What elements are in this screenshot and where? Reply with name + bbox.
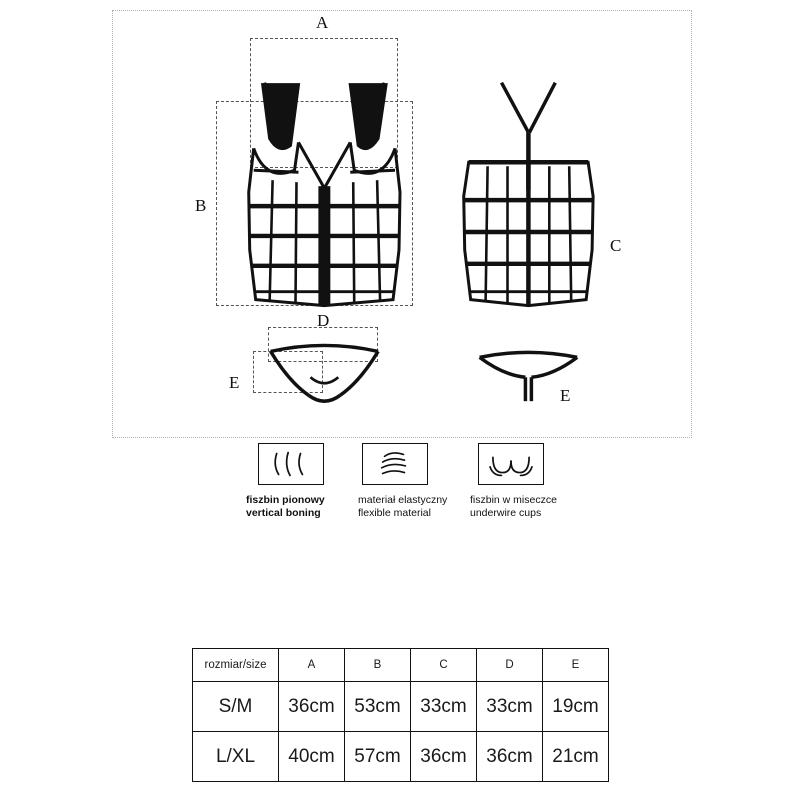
table-cell-size: L/XL (193, 732, 279, 782)
table-header-cell: A (279, 649, 345, 682)
feature-caption-en: underwire cups (470, 507, 542, 519)
dimension-label-d: D (317, 311, 330, 330)
table-cell-size: S/M (193, 682, 279, 732)
measure-box-b (216, 101, 413, 306)
feature-caption-en: flexible material (358, 507, 431, 519)
dimension-label-e-left: E (229, 373, 240, 392)
feature-caption-pl: fiszbin w miseczce (470, 494, 557, 506)
diagram-panel (112, 10, 692, 438)
measure-box-e (253, 351, 323, 393)
table-cell-value: 33cm (477, 682, 543, 732)
feature-caption-pl: fiszbin pionowy (246, 494, 325, 506)
table-header-cell: D (477, 649, 543, 682)
feature-caption (470, 494, 640, 520)
flexible-material-icon (362, 443, 428, 485)
table-header-row (193, 649, 609, 682)
feature-caption-pl: materiał elastyczny (358, 494, 448, 506)
table-cell-value: 36cm (477, 732, 543, 782)
table-cell-value: 36cm (279, 682, 345, 732)
table-cell-value: 40cm (279, 732, 345, 782)
table-header-cell: B (345, 649, 411, 682)
table-header-cell: E (543, 649, 609, 682)
feature-caption-en: vertical boning (246, 507, 321, 519)
underwire-cups-icon (478, 443, 544, 485)
feature-icons-row (112, 443, 692, 543)
feature-underwire-cups (470, 443, 640, 520)
table-cell-value: 21cm (543, 732, 609, 782)
table-cell-value: 19cm (543, 682, 609, 732)
corset-back-illustration (464, 83, 593, 306)
vertical-boning-icon (258, 443, 324, 485)
dimension-label-c: C (610, 236, 622, 255)
table-cell-value: 57cm (345, 732, 411, 782)
dimension-label-a: A (316, 13, 329, 32)
table-header-cell: rozmiar/size (193, 649, 279, 682)
size-table (192, 648, 609, 782)
table-row (193, 682, 609, 732)
table-cell-value: 33cm (411, 682, 477, 732)
dimension-label-b: B (195, 196, 207, 215)
table-row (193, 732, 609, 782)
dimension-label-e-right: E (560, 386, 571, 405)
table-cell-value: 53cm (345, 682, 411, 732)
table-cell-value: 36cm (411, 732, 477, 782)
table-header-cell: C (411, 649, 477, 682)
